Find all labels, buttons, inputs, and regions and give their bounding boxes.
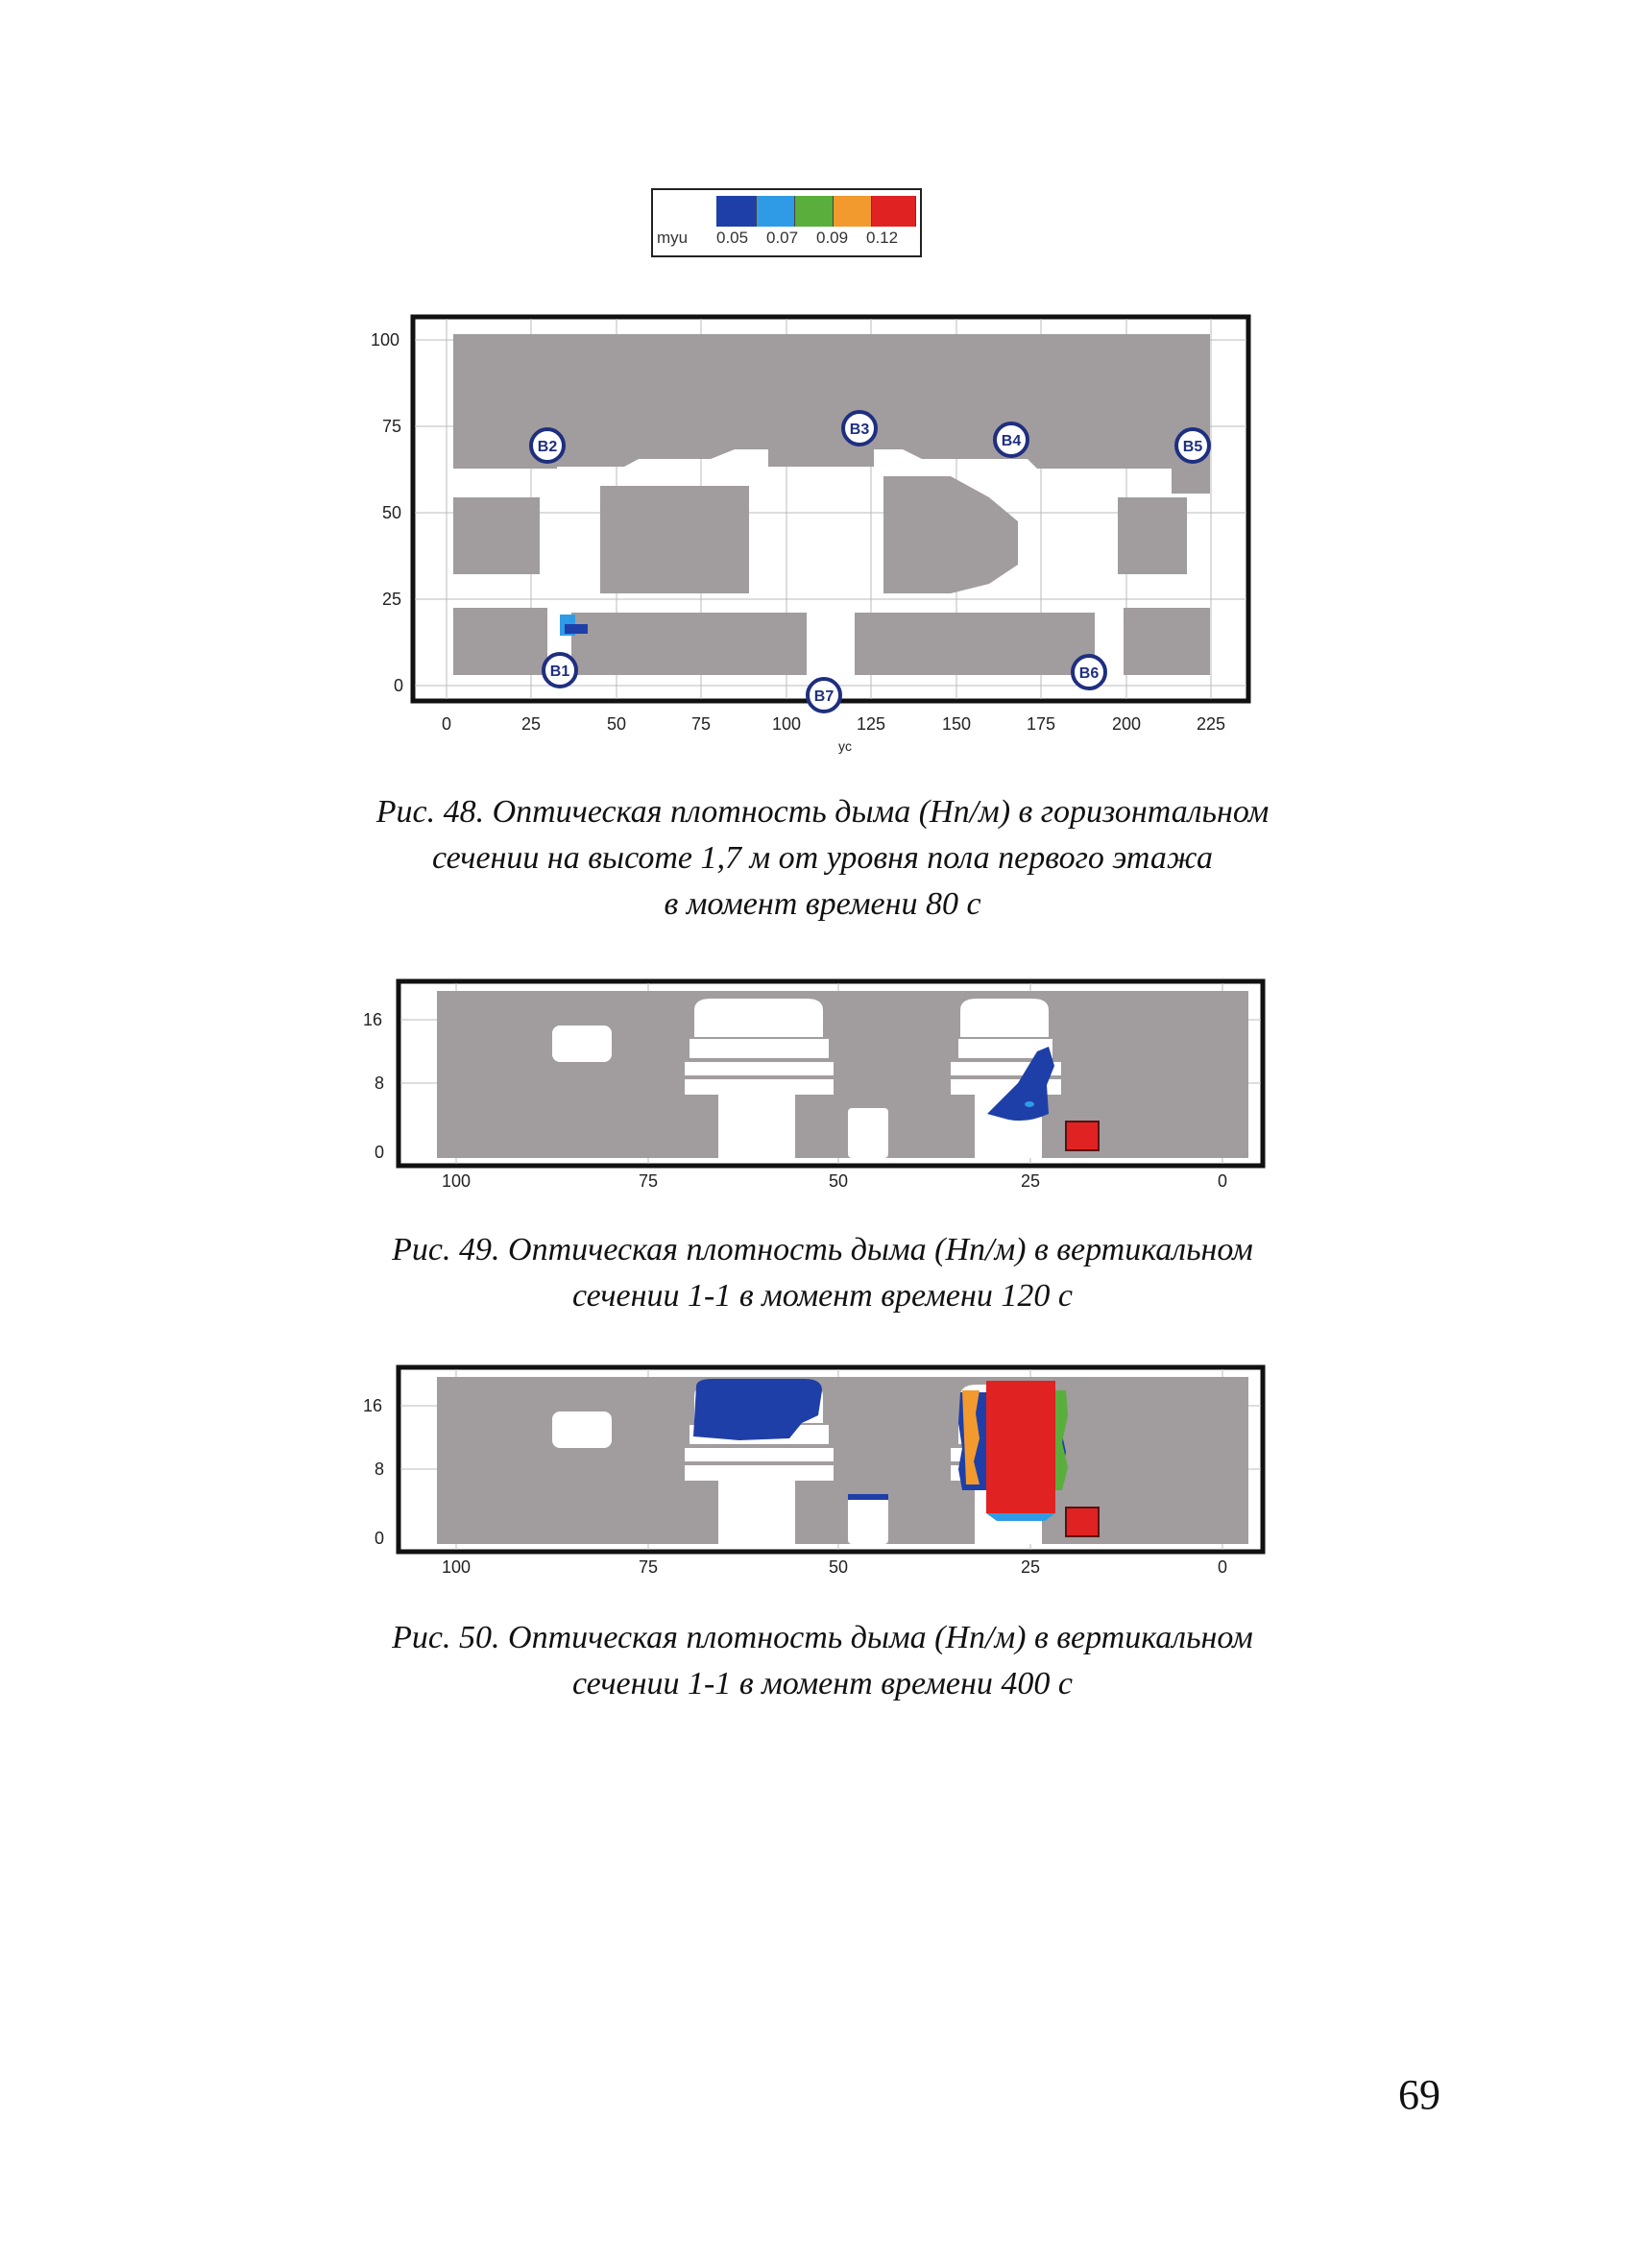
legend-value: 0.09 [816,229,849,247]
y-tick-label: 50 [382,503,402,522]
x-tick-label: 75 [690,714,712,734]
legend-swatch-5 [872,196,916,227]
y-tick-label: 0 [375,1143,385,1162]
exit-marker-b5 [1176,429,1209,462]
y-tick-label: 75 [382,417,402,436]
svg-text:B5: B5 [1182,439,1203,455]
svg-text:B1: B1 [549,664,570,680]
x-tick-label: 75 [638,1557,659,1577]
x-tick-label: 50 [606,714,627,734]
figure-49-caption [0,1227,1645,1319]
x-tick-label: 150 [941,714,972,734]
svg-text:B7: B7 [813,688,835,705]
exit-marker-b1 [544,654,576,687]
exit-marker-b2 [531,429,564,462]
y-tick-label: 8 [375,1074,385,1093]
page-number: 69 [1398,2071,1440,2118]
legend-swatch-4 [834,196,872,227]
x-tick-label: 225 [1196,714,1226,734]
legend-swatch-2 [757,196,795,227]
fire-source [1066,1122,1099,1150]
legend-label: myu [657,229,689,247]
x-tick-label: 0 [1217,1171,1228,1191]
y-tick-label: 0 [375,1529,385,1548]
x-tick-label: 100 [441,1557,472,1577]
caption-line: сечении на высоте 1,7 м от уровня пола первого этажа [431,840,1214,876]
x-tick-label: 100 [771,714,802,734]
legend-value: 0.05 [716,229,749,247]
x-tick-label: 50 [828,1171,849,1191]
svg-text:B6: B6 [1078,665,1100,682]
x-tick-label: 0 [441,714,452,734]
legend-swatch-3 [795,196,834,227]
x-tick-label: 175 [1026,714,1056,734]
figure-49-section [355,970,1277,1191]
caption-line: Рис. 50. Оптическая плотность дыма (Нп/м) в вертикальном [392,1620,1253,1655]
caption-line: в момент времени 80 с [664,886,981,922]
exit-marker-b3 [843,412,876,445]
svg-text:B2: B2 [537,439,558,455]
legend-value: 0.12 [866,229,899,247]
fire-source [1066,1508,1099,1536]
y-tick-label: 0 [394,676,404,695]
y-tick-label: 16 [363,1396,383,1415]
caption-line: Рис. 49. Оптическая плотность дыма (Нп/м) в вертикальном [392,1232,1253,1267]
x-tick-label: 125 [856,714,886,734]
figure-48-caption [0,789,1645,928]
caption-line: сечении 1-1 в момент времени 400 с [572,1666,1073,1701]
exit-marker-b4 [995,423,1028,456]
legend-value: 0.07 [766,229,799,247]
svg-text:B4: B4 [1001,433,1022,449]
exit-marker-b6 [1073,656,1105,688]
y-tick-label: 16 [363,1010,383,1029]
legend-swatch-1 [716,196,757,227]
svg-text:B3: B3 [849,422,870,438]
figure-50-section [355,1356,1277,1577]
figure-48-plan [365,305,1268,757]
x-tick-label: 0 [1217,1557,1228,1577]
exit-marker-b7 [808,679,840,712]
x-tick-label: 25 [1020,1171,1041,1191]
caption-line: Рис. 48. Оптическая плотность дыма (Нп/м) в горизонтальном [375,794,1270,830]
y-tick-label: 8 [375,1460,385,1479]
x-axis-label: yc [838,738,852,754]
x-tick-label: 100 [441,1171,472,1191]
x-tick-label: 25 [520,714,542,734]
y-tick-label: 25 [382,590,402,609]
y-tick-label: 100 [371,330,400,350]
color-legend [651,188,922,257]
x-tick-label: 25 [1020,1557,1041,1577]
figure-50-caption [0,1615,1645,1707]
x-tick-label: 200 [1111,714,1142,734]
x-tick-label: 75 [638,1171,659,1191]
x-tick-label: 50 [828,1557,849,1577]
caption-line: сечении 1-1 в момент времени 120 с [572,1278,1073,1314]
